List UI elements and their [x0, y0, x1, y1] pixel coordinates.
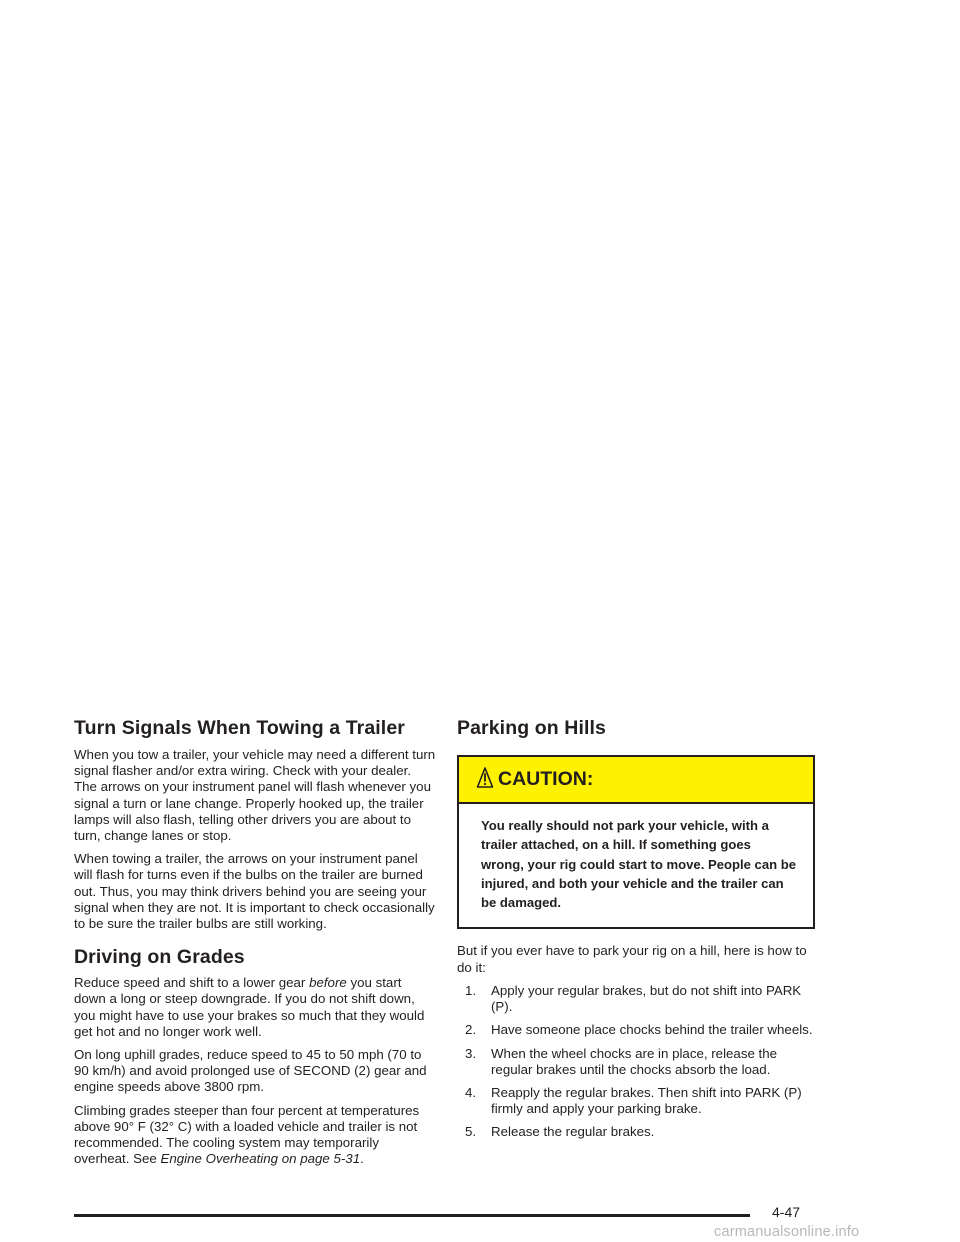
parking-step: [465, 1085, 815, 1117]
page-number: 4-47: [772, 1204, 801, 1220]
section-heading-driving-on-grades: Driving on Grades: [74, 946, 245, 969]
paragraph-grades-1: [74, 975, 436, 1040]
emphasis-before: before: [309, 975, 347, 991]
parking-steps-list: [457, 983, 815, 1141]
right-column: [457, 716, 815, 1148]
step-text: Reapply the regular brakes. Then shift into PARK (P) firmly and apply your parking brake.: [491, 1084, 802, 1117]
caution-body: You really should not park your vehicle, with a trailer attached, on a hill. If something goes wrong, your rig could start to move. People can be injured, and both your vehicle and the trailer can be damaged.: [481, 818, 797, 911]
parking-step: [465, 1022, 815, 1038]
paragraph-grades-2: On long uphill grades, reduce speed to 45 to 50 mph (70 to 90 km/h) and avoid prolonged use of SECOND (2) gear and engine speeds above 3800 rpm.: [74, 1047, 427, 1095]
paragraph-turn-signals-2: When towing a trailer, the arrows on your instrument panel will flash for turns even if the bulbs on the trailer are burned out. Thus, you may think drivers behind you are seeing your signal when they are not. It is important to check occasionally to be sure the trailer bulbs are still working.: [74, 851, 435, 932]
parking-step: [465, 1124, 815, 1140]
paragraph-grades-3-text-a: Climbing grades steeper than four percent at temperatures above 90° F (32° C) with a loaded vehicle and trailer is not recommended. The cooling system may temporarily overheat. See: [74, 1102, 420, 1167]
caution-title: CAUTION:: [498, 768, 594, 790]
left-column: [74, 716, 436, 1167]
parking-step: [465, 983, 815, 1015]
section-heading-parking-on-hills: Parking on Hills: [457, 717, 606, 739]
step-number: 5.: [465, 1124, 477, 1140]
step-number: 1.: [465, 982, 477, 998]
paragraph-grades-3: [74, 1103, 436, 1168]
cross-reference-link[interactable]: Engine Overheating on page 5-31: [160, 1151, 361, 1167]
caution-header: [459, 757, 813, 804]
paragraph-grades-3-text-b: .: [360, 1151, 364, 1167]
paragraph-grades-1-text-b: you start down a long or steep downgrade. If you do not shift down, you might have to use your brakes so much that they would get hot and no longer work well.: [74, 975, 425, 1039]
parking-step: [465, 1046, 815, 1078]
step-number: 3.: [465, 1045, 477, 1061]
step-text: Apply your regular brakes, but do not shift into PARK (P).: [491, 982, 802, 1015]
warning-triangle-icon: [476, 766, 494, 790]
footer-rule: [74, 1214, 750, 1217]
step-text: Release the regular brakes.: [491, 1124, 655, 1140]
caution-box: [457, 755, 815, 929]
paragraph-turn-signals-1: When you tow a trailer, your vehicle may need a different turn signal flasher and/or extra wiring. Check with your dealer. The arrows on your instrument panel will flash whenever you signal a turn or lane change. Properly hooked up, the trailer lamps will also flash, telling other drivers you are about to turn, change lanes or stop.: [74, 747, 436, 844]
step-number: 4.: [465, 1084, 477, 1100]
paragraph-grades-1-text-a: Reduce speed and shift to a lower gear: [74, 975, 310, 991]
step-text: Have someone place chocks behind the trailer wheels.: [491, 1022, 813, 1038]
watermark: carmanualsonline.info: [714, 1224, 860, 1240]
step-text: When the wheel chocks are in place, release the regular brakes until the chocks absorb the load.: [491, 1045, 778, 1077]
parking-intro: But if you ever have to park your rig on a hill, here is how to do it:: [457, 943, 807, 975]
section-heading-turn-signals: Turn Signals When Towing a Trailer: [74, 717, 405, 739]
step-number: 2.: [465, 1022, 477, 1038]
